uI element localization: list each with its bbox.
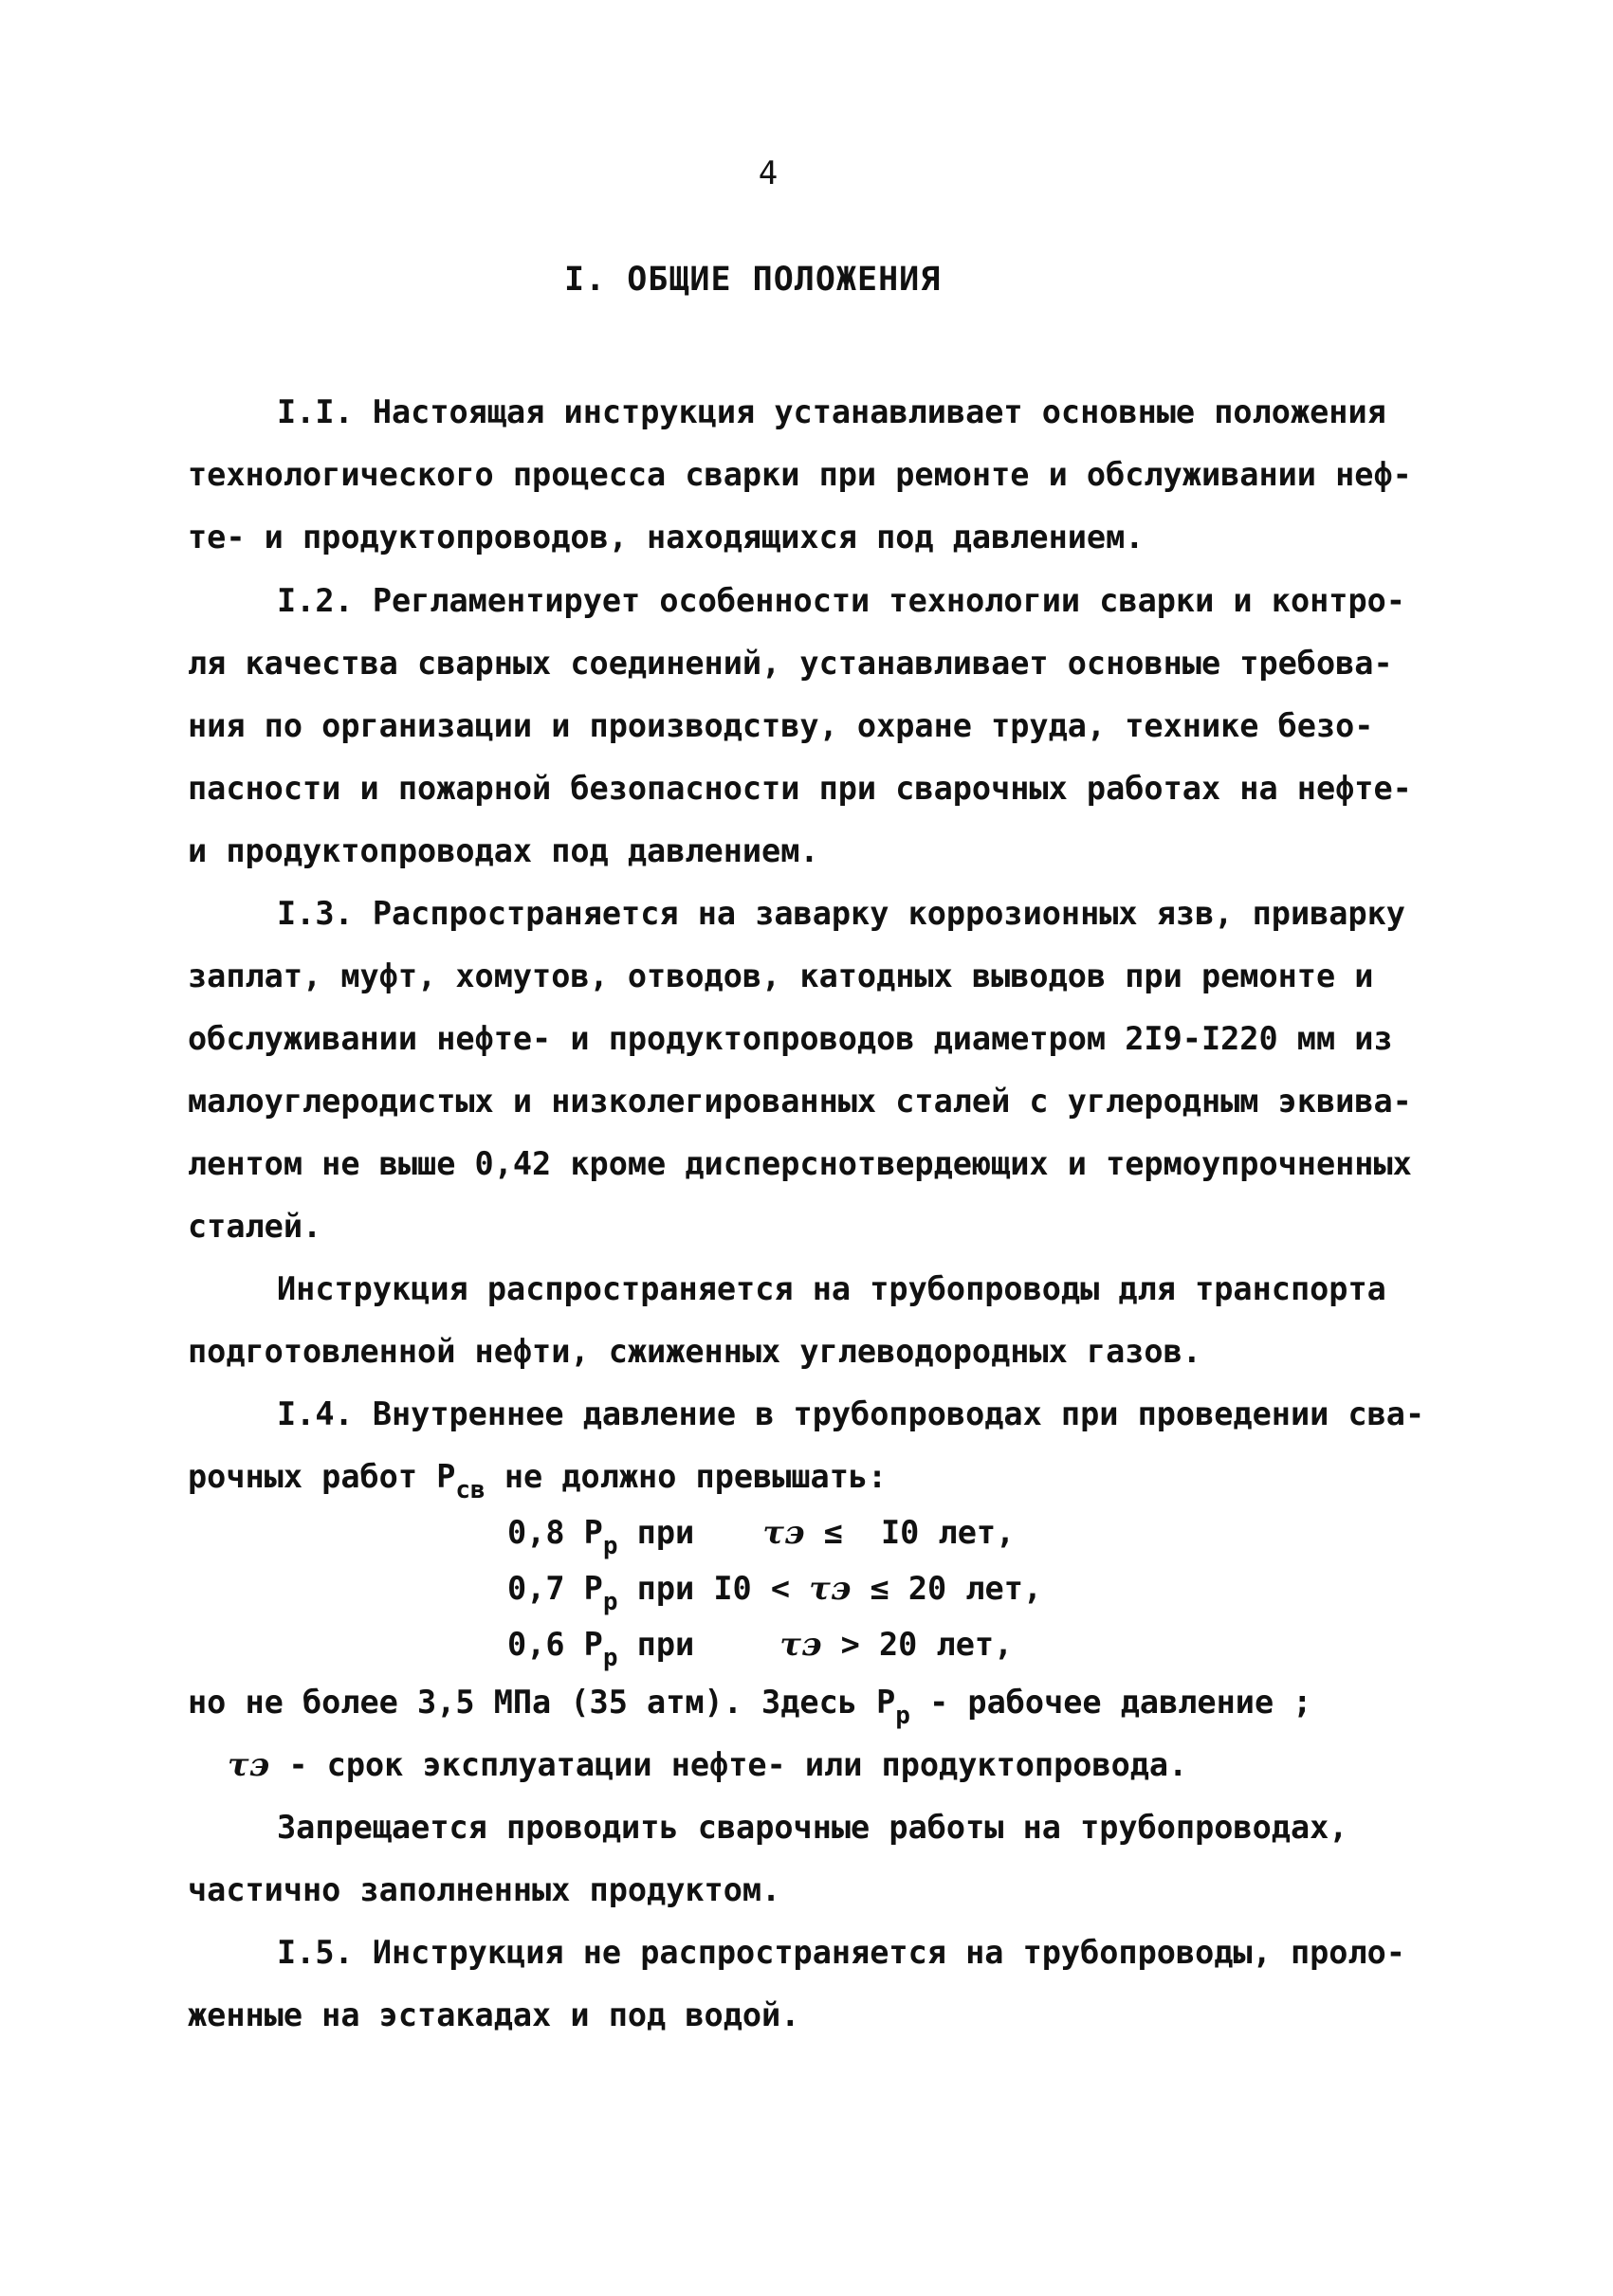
paragraph-1-3-line-3: обслуживании нефте- и продуктопроводов диаметром 2I9-I220 мм из bbox=[188, 1020, 1393, 1057]
paragraph-scope-line-1: Инструкция распространяется на трубопроводы для транспорта bbox=[277, 1270, 1386, 1307]
paragraph-1-4-line-2: рочных работ $P_{св}$ не должно превышать: bbox=[188, 1458, 888, 1504]
paragraph-1-5-line-1: I.5. Инструкция не распространяется на трубопроводы, проло- bbox=[277, 1934, 1405, 1971]
paragraph-prohibit-line-2: частично заполненных продуктом. bbox=[188, 1871, 781, 1908]
pressure-condition-1: 0,8 $P_р$ при τэ ≤ I0 лет, bbox=[507, 1514, 1016, 1560]
paragraph-1-2-line-3: ния по организации и производству, охране труда, технике безо- bbox=[188, 707, 1374, 744]
paragraph-1-3-line-2: заплат, муфт, хомутов, отводов, катодных выводов при ремонте и bbox=[188, 957, 1374, 994]
paragraph-1-1-line-2: технологического процесса сварки при ремонте и обслуживании неф- bbox=[188, 456, 1412, 493]
paragraph-prohibit-line-1: Запрещается проводить сварочные работы на трубопроводах, bbox=[277, 1809, 1348, 1846]
page-number: 4 bbox=[758, 155, 779, 192]
tau-symbol: τэ bbox=[779, 1626, 822, 1663]
paragraph-1-4-limit: но не более 3,5 МПа (35 атм). Здесь $P_р$ - рабочее давление ; bbox=[188, 1684, 1312, 1730]
paragraph-1-2-line-1: I.2. Регламентирует особенности технологии сварки и контро- bbox=[277, 582, 1405, 619]
paragraph-1-2-line-4: пасности и пожарной безопасности при сварочных работах на нефте- bbox=[188, 770, 1412, 807]
pressure-condition-2: 0,7 $P_р$ при I0 < τэ ≤ 20 лет, bbox=[507, 1570, 1043, 1616]
tau-symbol: τэ bbox=[228, 1746, 270, 1783]
section-heading: I. ОБЩИЕ ПОЛОЖЕНИЯ bbox=[564, 261, 942, 299]
paragraph-1-1-line-3: те- и продуктопроводов, находящихся под давлением. bbox=[188, 519, 1145, 556]
paragraph-1-4-line-1: I.4. Внутреннее давление в трубопроводах при проведении сва- bbox=[277, 1395, 1425, 1432]
paragraph-1-1-line-1: I.I. Настоящая инструкция устанавливает основные положения bbox=[277, 393, 1386, 430]
paragraph-1-2-line-2: ля качества сварных соединений, устанавливает основные требова- bbox=[188, 645, 1393, 682]
paragraph-scope-line-2: подготовленной нефти, сжиженных углеводородных газов. bbox=[188, 1333, 1201, 1370]
tau-symbol: τэ bbox=[762, 1514, 805, 1551]
tau-symbol: τэ bbox=[809, 1570, 852, 1607]
paragraph-1-2-line-5: и продуктопроводах под давлением. bbox=[188, 832, 819, 869]
paragraph-1-4-tau-definition: τэ - срок эксплуатации нефте- или продуктопровода. bbox=[228, 1746, 1188, 1783]
paragraph-1-3-line-1: I.3. Распространяется на заварку коррозионных язв, приварку bbox=[277, 895, 1405, 932]
paragraph-1-5-line-2: женные на эстакадах и под водой. bbox=[188, 1996, 800, 2033]
paragraph-1-3-line-5: лентом не выше 0,42 кроме дисперснотвердеющих и термоупрочненных bbox=[188, 1145, 1412, 1182]
pressure-condition-3: 0,6 $P_р$ при τэ > 20 лет, bbox=[507, 1626, 1014, 1672]
paragraph-1-3-line-6: сталей. bbox=[188, 1208, 322, 1245]
paragraph-1-3-line-4: малоуглеродистых и низколегированных сталей с углеродным эквива- bbox=[188, 1083, 1412, 1120]
